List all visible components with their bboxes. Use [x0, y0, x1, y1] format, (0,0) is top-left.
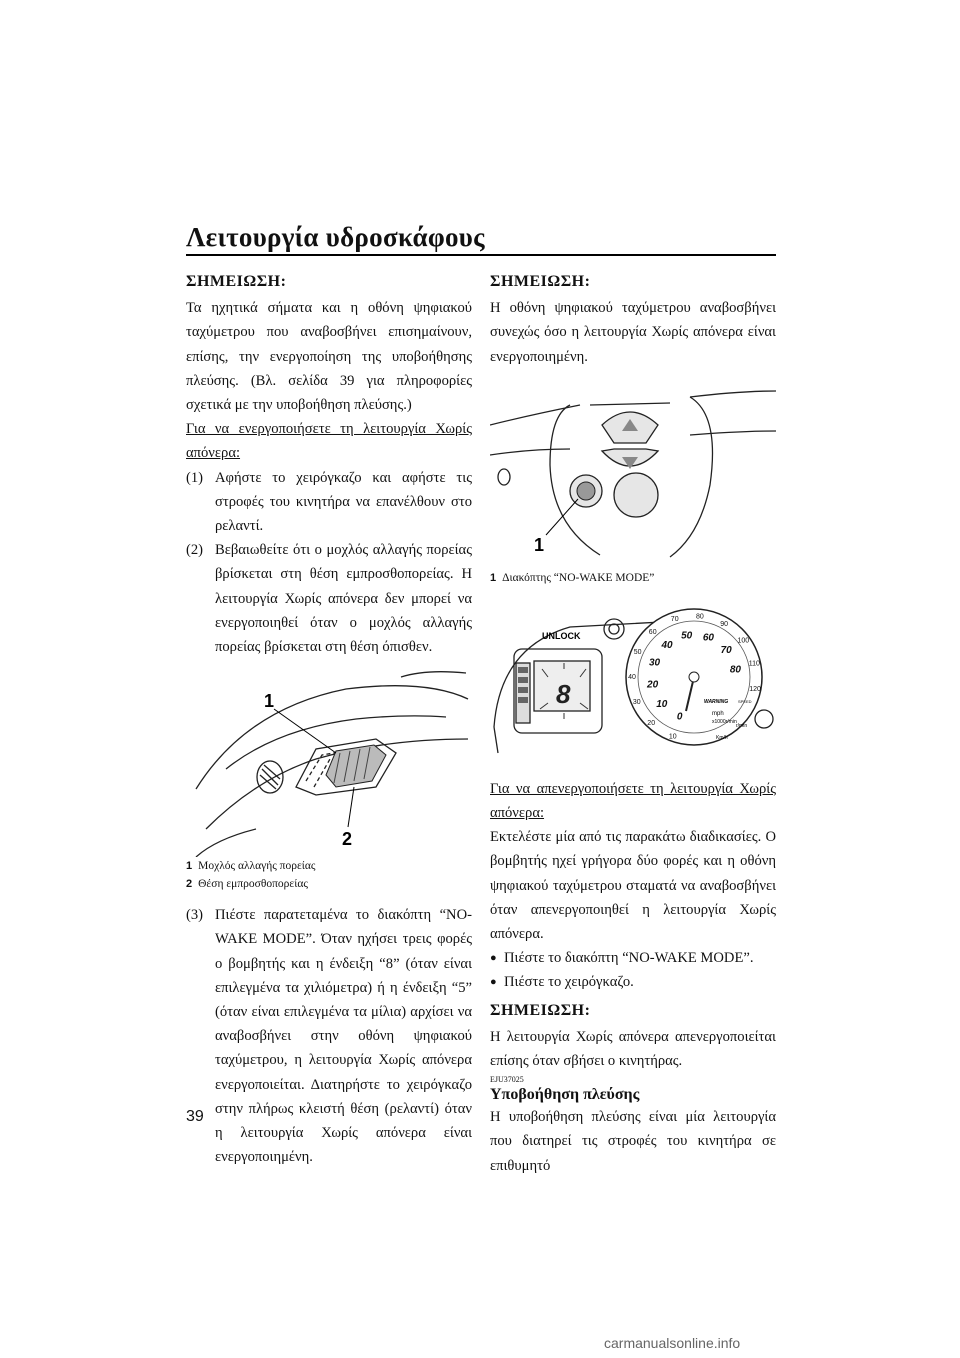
- outer-tick-label: 80: [696, 613, 704, 621]
- page-number: 39: [186, 1108, 204, 1125]
- footer-watermark: carmanualsonline.info: [604, 1335, 741, 1351]
- bullet-item: [490, 946, 776, 970]
- outer-tick-label: 50: [633, 649, 642, 657]
- step-text: Αφήστε το χειρόγκαζο και αφήστε τις στροφές του κινητήρα να επανέλθουν στο ρελαντί.: [215, 469, 472, 535]
- figure-caption: [490, 569, 776, 587]
- bullet-icon: ●: [490, 976, 497, 989]
- inner-tick-label: 20: [647, 679, 659, 691]
- caption-text: Διακόπτης “NO-WAKE MODE”: [502, 571, 655, 584]
- outer-tick-label: 60: [648, 628, 657, 636]
- page-header-title: Λειτουργία υδροσκάφους: [186, 222, 485, 252]
- figure-caption-1: [186, 857, 472, 875]
- inner-tick-label: 60: [702, 632, 714, 644]
- shift-lever-figure: [186, 669, 472, 857]
- note-text: Η λειτουργία Χωρίς απόνερα απενεργοποιείται επίσης όταν σβήσει ο κινητήρας.: [490, 1028, 776, 1070]
- mph-label: mph: [712, 710, 724, 717]
- outer-tick-label: 90: [720, 620, 728, 628]
- inner-tick-label: 70: [720, 644, 732, 656]
- bullet-item: [490, 970, 776, 994]
- warning-label: WARNING: [704, 698, 729, 705]
- shift-lever-illustration: [186, 669, 472, 857]
- caption-number: 2: [186, 878, 193, 891]
- step-number: (3): [186, 907, 204, 924]
- bullet-text: Πιέστε το χειρόγκαζο.: [504, 974, 634, 991]
- outer-tick-label: 30: [632, 698, 641, 706]
- caption-number: 1: [490, 571, 497, 584]
- caption-number: 1: [186, 860, 193, 873]
- note-heading: ΣΗΜΕΙΩΣΗ:: [490, 273, 591, 290]
- digital-speed-reading: 8: [556, 678, 571, 709]
- speedometer-figure: [490, 607, 776, 755]
- step-3: [186, 903, 472, 1169]
- note-heading: ΣΗΜΕΙΩΣΗ:: [490, 1001, 591, 1019]
- bullet-icon: ●: [490, 952, 497, 965]
- activate-heading: Για να ενεργοποιήσετε τη λειτουργία Χωρίς απόνερα:: [186, 421, 472, 462]
- rpm-label: r/min: [736, 722, 748, 729]
- outer-tick-label: 70: [670, 615, 679, 623]
- section-text: Η υποβοήθηση πλεύσης είναι μία λειτουργία που διατηρεί τις στροφές του κινητήρα σε επιθυμητό: [490, 1109, 776, 1174]
- caption-text: Θέση εμπροσθοπορείας: [198, 878, 308, 891]
- no-wake-switch-figure: [490, 385, 776, 565]
- kmh-label: Km/h: [716, 734, 728, 741]
- section-title: Υποβοήθηση πλεύσης: [490, 1086, 640, 1104]
- speedometer-illustration: [490, 607, 776, 755]
- callout-2: 2: [342, 829, 353, 850]
- callout-1: 1: [534, 534, 545, 555]
- outer-tick-label: 20: [647, 719, 656, 727]
- left-column: [186, 270, 472, 1169]
- step-2: [186, 538, 472, 659]
- reference-code: EJU37025: [490, 1075, 524, 1085]
- inner-tick-label: 80: [729, 664, 741, 676]
- outer-tick-label: 110: [748, 660, 760, 668]
- bullet-text: Πιέστε το διακόπτη “NO-WAKE MODE”.: [504, 950, 754, 967]
- figure-caption-2: [186, 875, 472, 893]
- step-text: Βεβαιωθείτε ότι ο μοχλός αλλαγής πορείας βρίσκεται στη θέση εμπροσθοπορείας. Η λειτουργία Χωρίς απόνερα δεν μπορεί να ενεργοποιηθεί όταν ο μοχλός αλλαγής πορείας βρίσκεται στη θέση όπισθεν.: [215, 542, 472, 656]
- right-column: [490, 270, 776, 1178]
- deactivate-text: Εκτελέστε μία από τις παρακάτω διαδικασίες. Ο βομβητής ηχεί γρήγορα δύο φορές και η οθόνη ψηφιακού ταχύμετρου σταματά να αναβοσβήνει όταν απενεργοποιηθεί η λειτουργία Χωρίς απόνερα.: [490, 829, 776, 943]
- callout-1: 1: [264, 691, 275, 712]
- note-text: Η οθόνη ψηφιακού ταχύμετρου αναβοσβήνει συνεχώς όσο η λειτουργία Χωρίς απόνερα είναι ενεργοποιημένη.: [490, 300, 776, 365]
- outer-tick-label: 10: [668, 733, 677, 741]
- unlock-label: UNLOCK: [542, 630, 581, 641]
- note-text: Τα ηχητικά σήματα και η οθόνη ψηφιακού ταχύμετρου που αναβοσβήνει επισημαίνουν, επίσης, την ενεργοποίηση της υποβοήθησης πλεύσης. (Βλ. σελίδα 39 για πληροφορίες σχετικά με την υποβοήθηση πλεύσης.): [186, 300, 472, 414]
- step-number: (1): [186, 469, 204, 486]
- outer-tick-label: 100: [737, 637, 750, 645]
- step-1: [186, 466, 472, 539]
- inner-tick-label: 50: [681, 630, 693, 642]
- note-heading: ΣΗΜΕΙΩΣΗ:: [186, 273, 287, 290]
- outer-tick-label: 120: [749, 685, 761, 693]
- rpm-multiplier-label: x1000r/min: [712, 718, 737, 725]
- outer-tick-label: 40: [628, 673, 636, 681]
- deactivate-heading: Για να απενεργοποιήσετε τη λειτουργία Χωρίς απόνερα:: [490, 780, 776, 822]
- speed-label: SPEED: [738, 698, 752, 704]
- inner-tick-label: 30: [648, 657, 661, 669]
- caption-text: Μοχλός αλλαγής πορείας: [198, 860, 316, 873]
- inner-tick-label: 40: [661, 639, 673, 651]
- no-wake-switch-illustration: [490, 385, 776, 565]
- header-rule: [186, 254, 776, 256]
- step-number: (2): [186, 542, 204, 559]
- step-text: Πιέστε παρατεταμένα το διακόπτη “NO-WAKE MODE”. Όταν ηχήσει τρεις φορές ο βομβητής και η ένδειξη “8” (όταν είναι επιλεγμένα τα χιλιόμετρα) ή η ένδειξη “5” (όταν είναι επιλεγμένα τα μίλια) αρχίσει να αναβοσβήνει στην οθόνη ψηφιακού ταχύμετρου, η λειτουργία Χωρίς απόνερα ενεργοποιείται. Διατηρήστε το χειρόγκαζο στην πλήρως κλειστή θέση (ρελαντί) όταν η λειτουργία Χωρίς απόνερα είναι ενεργοποιημένη.: [215, 907, 472, 1166]
- inner-tick-label: 0: [676, 711, 683, 723]
- inner-tick-label: 10: [656, 698, 668, 710]
